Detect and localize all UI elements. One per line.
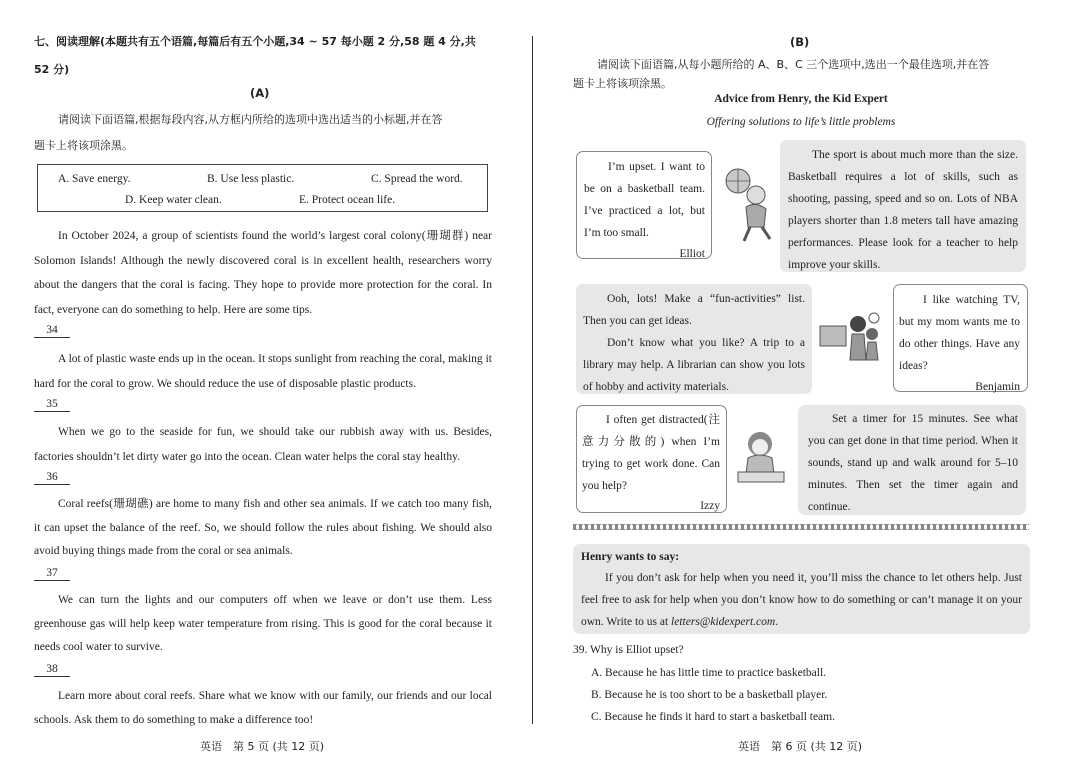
girl-body [746, 455, 774, 474]
blank-38: 38 [34, 661, 70, 677]
option-a: A. Save energy. [58, 173, 131, 185]
benjamin-question-bubble [893, 284, 1028, 392]
henry-heading: Henry wants to say: [581, 551, 680, 563]
paragraph-37: We can turn the lights and our computers off when we leave or don’t use them. Less greenhouse gas will help keep water temperature from rising. This is good for the coral because it needs cool water to survive. [34, 594, 492, 653]
answer-2-text-2: Don’t know what you like? A trip to a library may help. A librarian can show you lots of hobby and activity materials. [583, 337, 805, 393]
benjamin-name: Benjamin [975, 381, 1020, 393]
mom-head [850, 316, 866, 332]
benjamin-question-text: I like watching TV, but my mom wants me to do other things. Have any ideas? [899, 294, 1020, 372]
decorative-separator [573, 524, 1029, 530]
answer-3-text: Set a timer for 15 minutes. See what you can get done in that time period. When it sounds, stand up and walk around for 5–10 minutes. Then set the timer again and continue. [808, 413, 1018, 513]
options-box [37, 164, 488, 212]
book-shape [738, 472, 784, 482]
paragraph-34: A lot of plastic waste ends up in the ocean. It stops sunlight from reaching the coral, making it hard for the coral to grow. We should reduce the use of disposable plastic products. [34, 353, 492, 390]
section-header-line2: 52 分) [34, 63, 70, 76]
option-d: D. Keep water clean. [125, 194, 222, 206]
blank-35: 35 [34, 396, 70, 412]
child-head [866, 328, 878, 340]
henry-email: letters@kidexpert.com [671, 616, 776, 628]
option-e: E. Protect ocean life. [299, 194, 396, 206]
izzy-question-text: I often get distracted(注意力分散的) when I’m trying to get work done. Can you help? [582, 414, 720, 492]
kid-body [746, 204, 766, 227]
answer-1-text: The sport is about much more than the size. Basketball requires a lot of skills, such as shooting, passing, speed and so on. Lots of NBA players shorter than 1.8 meters tall have amazing performances. Please look for a teacher to help improve your skills. [788, 149, 1018, 271]
izzy-question-bubble [576, 405, 727, 513]
blank-37: 37 [34, 565, 70, 581]
article-title: Advice from Henry, the Kid Expert [714, 93, 888, 105]
blank-34: 34 [34, 322, 70, 338]
instruction-line2: 题卡上将该项涂黑。 [34, 139, 133, 152]
henry-text-block [581, 567, 1022, 633]
kid-head [747, 186, 765, 204]
izzy-name: Izzy [700, 500, 720, 512]
left-footer: 英语 第 5 页 (共 12 页) [200, 740, 325, 753]
option-c: C. Spread the word. [371, 173, 463, 185]
page-divider [532, 36, 533, 724]
answer-2-text-1: Ooh, lots! Make a “fun-activities” list. Then you can get ideas. [583, 293, 805, 327]
henry-text: If you don’t ask for help when you need it, you’ll miss the chance to let others help. Just feel free to ask for help when you don’t know how to do something or can’t manage it on your own. Write to us at [581, 572, 1022, 628]
paragraph-38: Learn more about coral reefs. Share what we know with our family, our friends and our local schools. Ask them to do something to make a difference too! [34, 690, 492, 726]
part-b-label: (B) [790, 35, 810, 49]
part-a-label: (A) [250, 86, 270, 100]
right-instruction-line1: 请阅读下面语篇,从每小题所给的 A、B、C 三个选项中,选出一个最佳选项,并在答 [597, 58, 990, 71]
answer-2-box [576, 284, 812, 394]
henry-end: . [775, 616, 779, 628]
right-footer: 英语 第 6 页 (共 12 页) [738, 740, 863, 753]
question-39-option-c: C. Because he finds it hard to start a basketball team. [591, 711, 835, 723]
girl-face [752, 439, 768, 455]
answer-1-box [780, 140, 1026, 272]
question-39-option-b: B. Because he is too short to be a basketball player. [591, 689, 828, 701]
blank-36: 36 [34, 469, 70, 485]
kid-legs [744, 227, 770, 241]
question-39: 39. Why is Elliot upset? [573, 644, 684, 656]
question-39-option-a: A. Because he has little time to practice basketball. [591, 667, 827, 679]
section-header-line1: 七、阅读理解(本题共有五个语篇,每篇后有五个小题,34 ~ 57 每小题 2 分,58 题 4 分,共 [34, 35, 476, 48]
elliot-question-text: I’m upset. I want to be on a basketball team. I’ve practiced a lot, but I’m too small. [584, 161, 705, 239]
paragraph-35: When we go to the seaside for fun, we should take our rubbish away with us. Besides, factories shouldn’t let dirty water go into the ocean. Clean water helps the coral stay healthy. [34, 426, 492, 463]
article-subtitle: Offering solutions to life’s little problems [706, 116, 896, 128]
tv-family-illustration [818, 312, 882, 362]
tv-shape [820, 326, 846, 346]
right-instruction-line2: 题卡上将该项涂黑。 [573, 77, 672, 90]
paragraph-36: Coral reefs(珊瑚礁) are home to many fish and other sea animals. If we catch too many fish, it can upset the balance of the reef. So, we should follow the rules about fishing. We should also avoid buying things made from the coral or sea animals. [34, 498, 492, 557]
section-header [34, 34, 494, 50]
instruction-line1: 请阅读下面语篇,根据每段内容,从方框内所给的选项中选出适当的小标题,并在答 [58, 113, 443, 126]
answer-3-box [798, 405, 1026, 515]
henry-box [573, 544, 1030, 634]
intro-paragraph: In October 2024, a group of scientists found the world’s largest coral colony(珊瑚群) near Solomon Islands! Although the newly discovered coral is in excellent health, researchers worry about the dangers that the coral is facing. They hope to provide more protection for the coral. In fact, everyone can do something to help. Here are some tips. [34, 230, 492, 316]
speech-mark [869, 313, 879, 323]
elliot-name: Elliot [679, 248, 705, 260]
basketball-kid-illustration [722, 165, 778, 245]
elliot-question-bubble [576, 151, 712, 259]
studying-girl-illustration [730, 428, 792, 486]
option-b: B. Use less plastic. [207, 173, 295, 185]
